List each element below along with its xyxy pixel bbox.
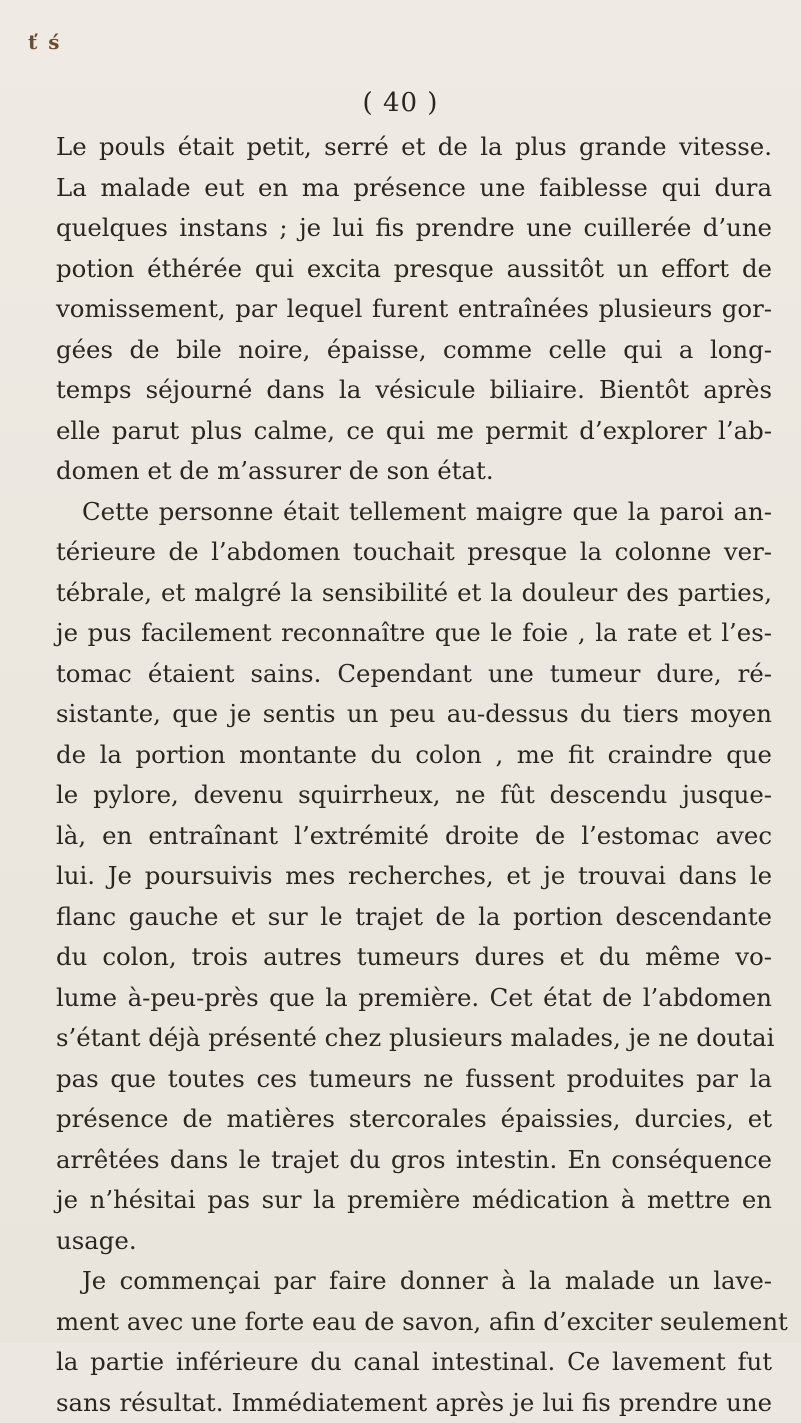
- text-line: tébrale, et malgré la sensibilité et la douleur des parties,: [56, 573, 772, 614]
- text-line: sistante, que je sentis un peu au-dessus du tiers moyen: [56, 694, 772, 735]
- text-line: usage.: [56, 1221, 772, 1262]
- text-line: arrêtées dans le trajet du gros intestin. En conséquence: [56, 1140, 772, 1181]
- text-line: térieure de l’abdomen touchait presque la colonne ver-: [56, 532, 772, 573]
- text-line: potion éthérée qui excita presque aussitôt un effort de: [56, 249, 772, 290]
- text-line: Cette personne était tellement maigre que la paroi an-: [56, 492, 772, 533]
- text-line: sans résultat. Immédiatement après je lui fis prendre une: [56, 1383, 772, 1423]
- text-line: lume à-peu-près que la première. Cet état de l’abdomen: [56, 978, 772, 1019]
- text-line: La malade eut en ma présence une faiblesse qui dura: [56, 168, 772, 209]
- text-line: gées de bile noire, épaisse, comme celle qui a long-: [56, 330, 772, 371]
- text-line: le pylore, devenu squirrheux, ne fût descendu jusque-: [56, 775, 772, 816]
- text-line: de la portion montante du colon , me fit craindre que: [56, 735, 772, 776]
- text-line: Le pouls était petit, serré et de la plus grande vitesse.: [56, 127, 772, 168]
- text-line: là, en entraînant l’extrémité droite de l’estomac avec: [56, 816, 772, 857]
- text-line: flanc gauche et sur le trajet de la portion descendante: [56, 897, 772, 938]
- text-line: quelques instans ; je lui fis prendre une cuillerée d’une: [56, 208, 772, 249]
- text-line: je pus facilement reconnaître que le foie , la rate et l’es-: [56, 613, 772, 654]
- paragraph-2: [56, 492, 772, 1262]
- text-line: Je commençai par faire donner à la malade un lave-: [56, 1261, 772, 1302]
- text-line: pas que toutes ces tumeurs ne fussent produites par la: [56, 1059, 772, 1100]
- page-number: ( 40 ): [0, 88, 801, 118]
- text-line: s’étant déjà présenté chez plusieurs malades, je ne doutai: [56, 1018, 772, 1059]
- text-line: présence de matières stercorales épaissies, durcies, et: [56, 1099, 772, 1140]
- text-line: tomac étaient sains. Cependant une tumeur dure, ré-: [56, 654, 772, 695]
- text-line: je n’hésitai pas sur la première médication à mettre en: [56, 1180, 772, 1221]
- text-line: la partie inférieure du canal intestinal. Ce lavement fut: [56, 1342, 772, 1383]
- text-line: lui. Je poursuivis mes recherches, et je trouvai dans le: [56, 856, 772, 897]
- body-text: [56, 127, 772, 1423]
- text-line: elle parut plus calme, ce qui me permit d’explorer l’ab-: [56, 411, 772, 452]
- paragraph-1: [56, 127, 772, 492]
- text-line: du colon, trois autres tumeurs dures et du même vo-: [56, 937, 772, 978]
- text-line: ment avec une forte eau de savon, afin d’exciter seulement: [56, 1302, 772, 1343]
- text-line: domen et de m’assurer de son état.: [56, 451, 772, 492]
- text-line: temps séjourné dans la vésicule biliaire. Bientôt après: [56, 370, 772, 411]
- text-line: vomissement, par lequel furent entraînées plusieurs gor-: [56, 289, 772, 330]
- corner-ink-mark: ť ś: [28, 30, 61, 54]
- paragraph-3: [56, 1261, 772, 1423]
